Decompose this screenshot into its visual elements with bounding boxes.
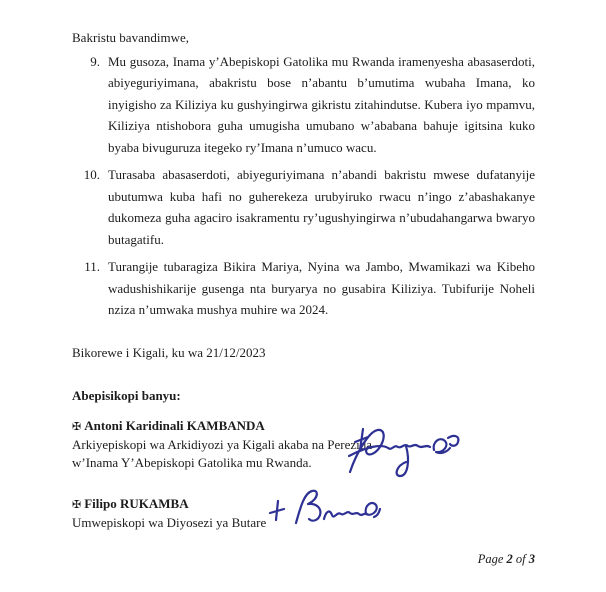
signatory-kambanda: [72, 417, 535, 472]
numbered-paragraph-list: [72, 51, 535, 321]
signatory-title-line-2: w’Inama Y’Abepiskopi Gatolika mu Rwanda.: [72, 454, 312, 470]
signatory-name: Antoni Karidinali KAMBANDA: [84, 417, 265, 433]
signature-section-heading: Abepisikopi banyu:: [72, 388, 181, 403]
signatory-rukamba: [72, 495, 535, 532]
salutation: Bakristu bavandimwe,: [72, 30, 189, 45]
paragraph-number: 11.: [84, 259, 100, 274]
dateline: Bikorewe i Kigali, ku wa 21/12/2023: [72, 344, 266, 360]
bishop-cross-icon: ✠: [72, 497, 82, 511]
footer-of-word: of: [515, 551, 526, 566]
footer-page-number: 2: [506, 551, 513, 566]
signatory-name-line: [72, 495, 535, 514]
paragraph-text: Turasaba abasaserdoti, abiyeguriyimana n’abandi bakristu mwese dufatanyije ubutumwa kuba hafi no guherekeza urubyiruko rwacu n’ingo z’abashakanye dukomeza guha agaciro isakramentu ry’ugushyingirwa n’ubudahangarwa bwaryo butagatifu.: [108, 167, 535, 247]
page-number-footer: [72, 550, 535, 569]
bishop-cross-icon: ✠: [72, 419, 82, 433]
paragraph-number: 10.: [83, 167, 100, 182]
paragraph-text: Mu gusoza, Inama y’Abepiskopi Gatolika mu Rwanda iramenyesha abasaserdoti, abiyeguriyimana, abakristu bose n’abantu b’umutima wubaha Imana, ko inyigisho za Kiliziya ku gushyingirwa gikristu zitahindutse. Kubera iyo mpamvu, Kiliziya ntishobora guha umugisha umubano w’ababana bahuje igitsina kuko byaba bivuguruza itegeko ry’Imana n’umuco wacu.: [108, 53, 535, 155]
paragraph-number: 9.: [90, 53, 100, 69]
footer-page-word: Page: [477, 551, 504, 566]
signatory-title-line-1: Umwepiskopi wa Diyosezi ya Butare: [72, 514, 267, 530]
paragraph-item-11: [72, 256, 535, 321]
signatory-name: Filipo RUKAMBA: [84, 495, 189, 511]
footer-total-pages: 3: [528, 551, 535, 566]
signatory-name-line: [72, 417, 535, 436]
paragraph-item-10: [72, 164, 535, 250]
signatory-title-line-1: Arkiyepiskopi wa Arkidiyozi ya Kigali akaba na Perezida: [72, 436, 372, 452]
paragraph-text: Turangije tubaragiza Bikira Mariya, Nyina wa Jambo, Mwamikazi wa Kibeho wadushishikarije gusenga nta buryarya no gusabira Kiliziya. Tubifurije Noheli nziza n’umwaka mushya muhire wa 2024.: [108, 259, 535, 317]
paragraph-item-9: [72, 51, 535, 159]
